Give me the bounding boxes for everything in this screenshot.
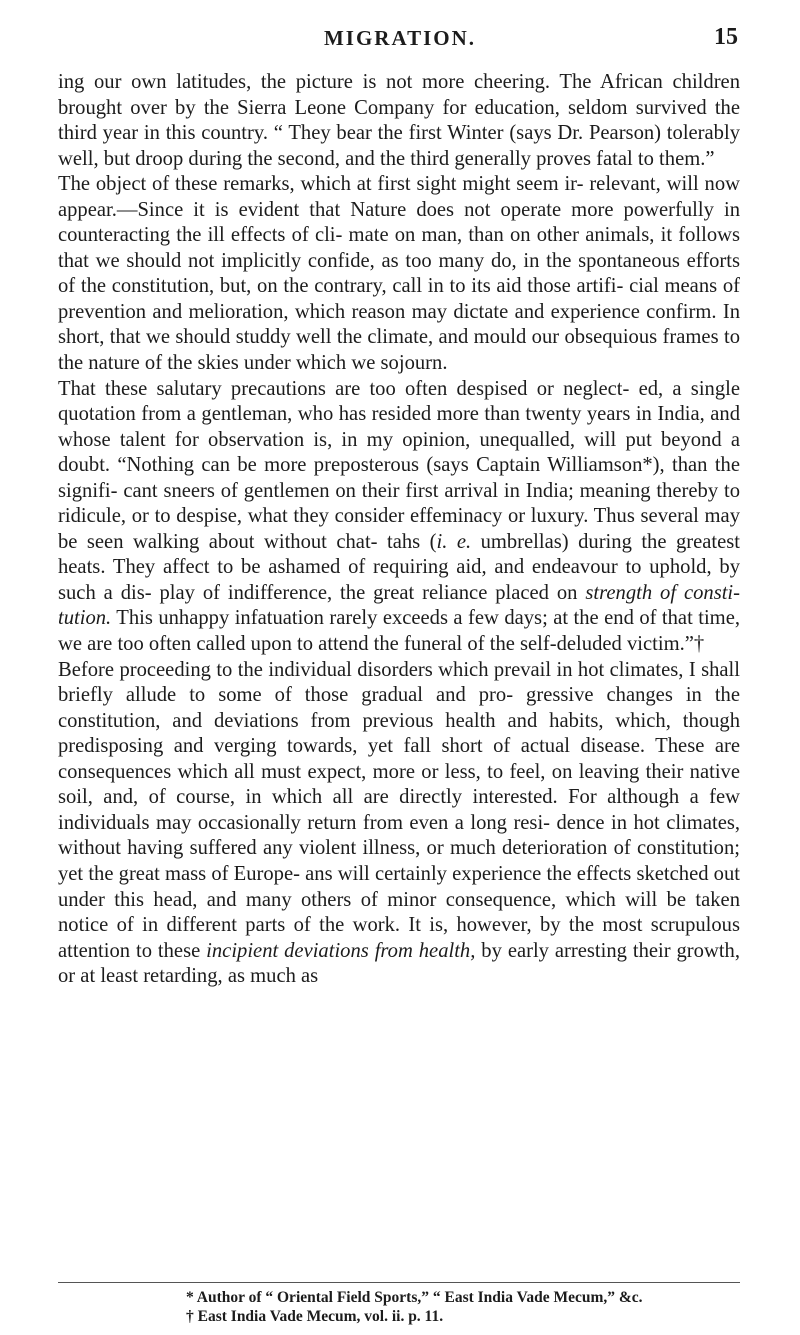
italic-text: i. e. (436, 530, 472, 553)
text-run: umbrellas) during the greatest heats. They affect to be ashamed of requiring aid, and endeavour to uphold, by such a dis- play of indifference, the great reliance placed on (58, 530, 740, 604)
text-run: Before proceeding to the individual disorders which prevail in hot climates, I shall briefly allude to some of those gradual and pro- gressive changes in the constitution, and deviations from previous health and habits, which, though predisposing and verging towards, yet fall short of actual disease. These are consequences which all must expect, more or less, to feel, on leaving their native soil, and, of course, in which all are directly interested. For although a few individuals may occasionally return from even a long resi- dence in hot climates, without having suffered any violent illness, or much deterioration of constitution; yet the great mass of Europe- ans will certainly experience the effects sketched out under this head, and many others of minor consequence, which will be taken notice of in different parts of the work. It is, however, by the most scrupulous attention to these (58, 658, 740, 962)
paragraph (58, 70, 740, 172)
footnote: † East India Vade Mecum, vol. ii. p. 11. (186, 1308, 444, 1325)
text-run: by early arresting their growth, or at least retarding, as much as (58, 939, 741, 988)
body-text (58, 70, 740, 990)
paragraph (58, 172, 740, 376)
page-number: 15 (714, 24, 738, 50)
italic-text: strength of consti- tution. (58, 581, 741, 630)
text-run: ing our own latitudes, the picture is not more cheering. The African children brought over by the Sierra Leone Company for education, seldom survived the third year in this country. “ They bear the first Winter (says Dr. Pearson) tolerably well, but droop during the second, and the third generally proves fatal to them.” (58, 71, 740, 170)
page-header (60, 26, 740, 56)
italic-text: incipient deviations from health, (206, 939, 476, 962)
paragraph (58, 658, 740, 990)
footnote: * Author of “ Oriental Field Sports,” “ East India Vade Mecum,” &c. (186, 1289, 643, 1306)
paragraph (58, 377, 740, 658)
footnotes (58, 1288, 740, 1326)
text-run: This unhappy infatuation rarely exceeds a few days; at the end of that time, we are too often called upon to attend the funeral of the self-deluded victim.”† (58, 607, 740, 656)
text-run: The object of these remarks, which at first sight might seem ir- relevant, will now appear.—Since it is evident that Nature does not operate more powerfully in counteracting the ill effects of cli- mate on man, than on other animals, it follows that we should not implicitly confide, as too many do, in the spontaneous efforts of the constitution, but, on the contrary, call in to its aid those artifi- cial means of prevention and melioration, which reason may dictate and experience confirm. In short, that we should studdy well the climate, and mould our obsequious frames to the nature of the skies under which we sojourn. (58, 173, 740, 375)
running-title: MIGRATION. (323, 26, 477, 50)
text-run: That these salutary precautions are too often despised or neglect- ed, a single quotation from a gentleman, who has resided more than twenty years in India, and whose talent for observation is, in my opinion, unequalled, will put beyond a doubt. “Nothing can be more preposterous (says Captain Williamson*), than the signifi- cant sneers of gentlemen on their first arrival in India; meaning thereby to ridicule, or to despise, what they consider effeminacy or luxury. Thus several may be seen walking about without chat- tahs ( (58, 377, 740, 553)
footnote-rule (58, 1282, 740, 1283)
